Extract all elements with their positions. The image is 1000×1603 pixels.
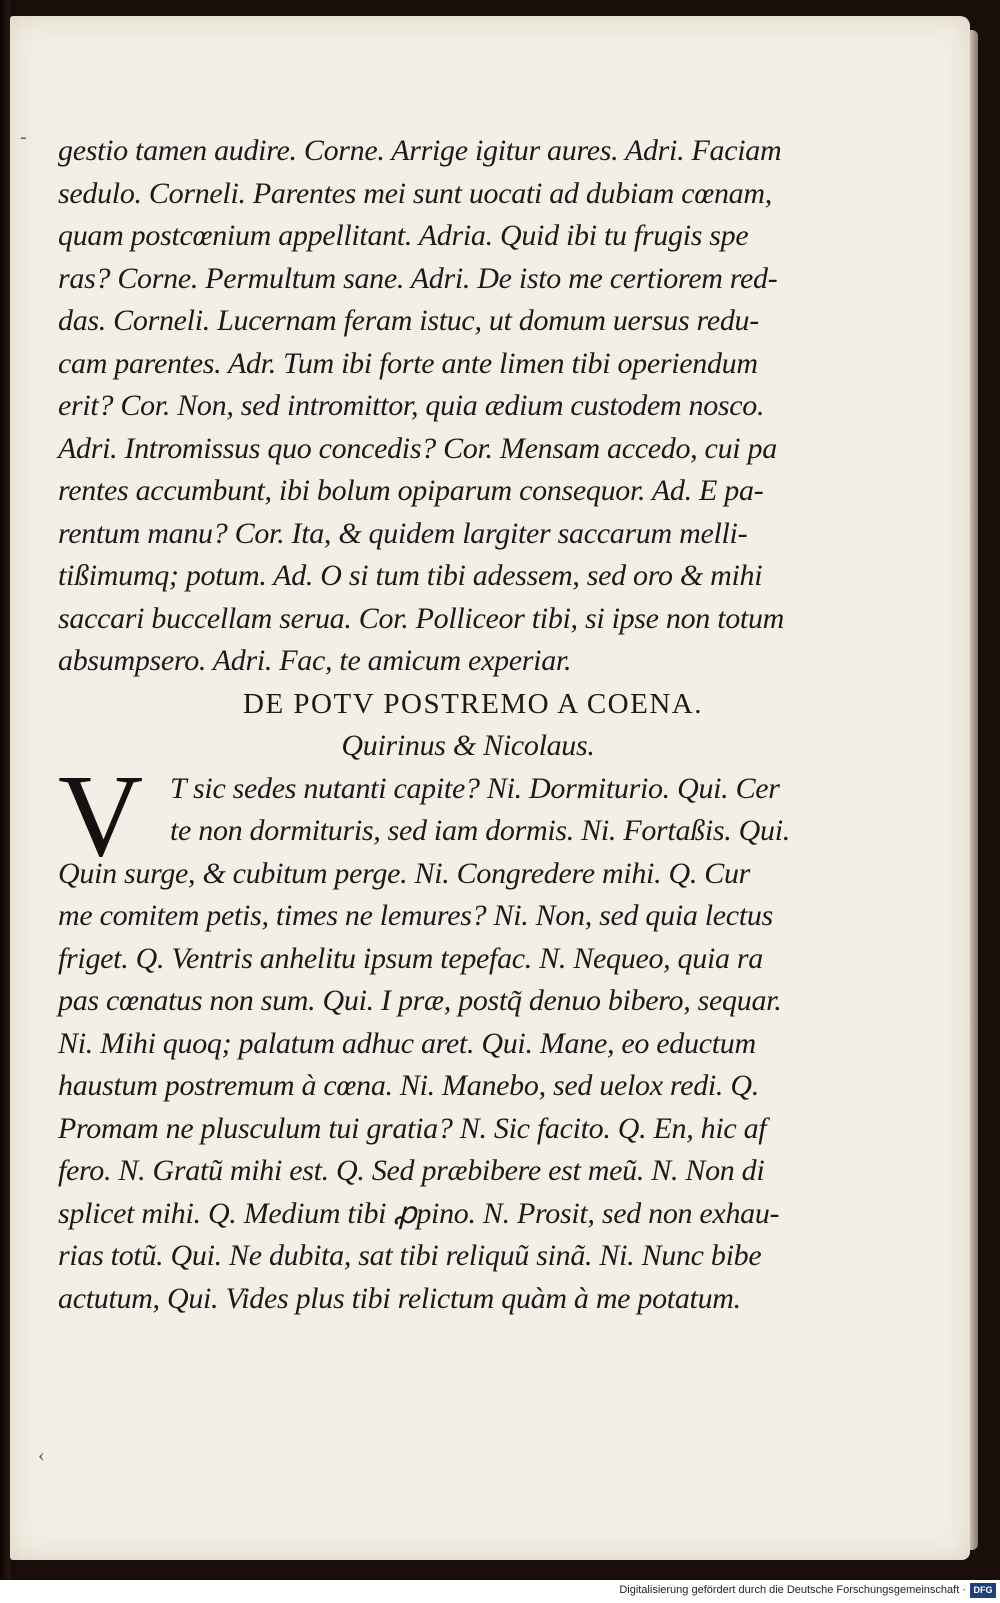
drop-cap: V xyxy=(58,749,143,881)
text-line: splicet mihi. Q. Medium tibi ꝓpino. N. Prosit, sed non exhau- xyxy=(58,1196,780,1230)
page-text xyxy=(58,130,848,1320)
text-line: gestio tamen audire. Corne. Arrige igitur aures. Adri. Faciam xyxy=(58,134,782,167)
text-line: cam parentes. Adr. Tum ibi forte ante limen tibi operiendum xyxy=(58,346,758,380)
dfg-logo: DFG xyxy=(970,1583,996,1598)
margin-mark: ‹ xyxy=(38,1444,45,1466)
text-line: rias totũ. Qui. Ne dubita, sat tibi reliquũ sinã. Ni. Nunc bibe xyxy=(58,1239,762,1272)
text-line: erit? Cor. Non, sed intromittor, quia ædium custodem nosco. xyxy=(58,389,765,422)
text-line: Ni. Mihi quoq; palatum adhuc aret. Qui. Mane, eo eductum xyxy=(58,1026,756,1060)
text-line: saccari buccellam serua. Cor. Polliceor tibi, si ipse non totum xyxy=(58,601,785,635)
second-passage xyxy=(58,749,848,1321)
footer-bar xyxy=(0,1580,1000,1603)
text-line: haustum postremum à cœna. Ni. Manebo, sed uelox redi. Q. xyxy=(58,1069,759,1102)
book-spine xyxy=(0,0,10,1580)
speakers-line: Quirinus & Nicolaus. xyxy=(341,729,595,762)
text-line: Adri. Intromissus quo concedis? Cor. Mensam accedo, cui pa xyxy=(58,431,777,465)
text-line: me comitem petis, times ne lemures? Ni. Non, sed quia lectus xyxy=(58,899,773,932)
text-line: Quin surge, & cubitum perge. Ni. Congredere mihi. Q. Cur xyxy=(58,856,751,890)
section-heading: DE POTV POSTREMO A COENA. xyxy=(243,687,703,720)
text-line: quam postcœnium appellitant. Adria. Quid ibi tu frugis spe xyxy=(58,219,749,252)
text-line: Promam ne plusculum tui gratia? N. Sic facito. Q. En, hic af xyxy=(58,1111,767,1145)
text-line: te non dormituris, sed iam dormis. Ni. Fortaßis. Qui. xyxy=(170,814,790,847)
text-line: ras? Corne. Permultum sane. Adri. De isto me certiorem red- xyxy=(58,261,778,295)
text-line: rentum manu? Cor. Ita, & quidem largiter saccarum melli- xyxy=(58,516,748,550)
first-passage xyxy=(58,130,848,683)
text-line: das. Corneli. Lucernam feram istuc, ut domum uersus redu- xyxy=(58,304,759,337)
text-line: sedulo. Corneli. Parentes mei sunt uocati ad dubiam cœnam, xyxy=(58,176,772,210)
margin-mark: - xyxy=(20,126,27,148)
text-line: pas cœnatus non sum. Qui. I præ, postq̃ denuo bibero, sequar. xyxy=(58,984,782,1017)
text-line: absumpsero. Adri. Fac, te amicum experiar. xyxy=(58,644,572,677)
text-line: actutum, Qui. Vides plus tibi relictum quàm à me potatum. xyxy=(58,1281,741,1315)
text-line: rentes accumbunt, ibi bolum opiparum consequor. Ad. E pa- xyxy=(58,474,764,507)
text-line: tißimumq; potum. Ad. O si tum tibi adessem, sed oro & mihi xyxy=(58,559,763,592)
text-line: fero. N. Gratũ mihi est. Q. Sed præbibere est meũ. N. Non di xyxy=(58,1154,765,1187)
text-line: friget. Q. Ventris anhelitu ipsum tepefac. N. Nequeo, quia ra xyxy=(58,941,763,975)
funding-credit: Digitalisierung gefördert durch die Deutsche Forschungsgemeinschaft · xyxy=(619,1584,966,1596)
text-line: T sic sedes nutanti capite? Ni. Dormiturio. Qui. Cer xyxy=(170,771,780,805)
